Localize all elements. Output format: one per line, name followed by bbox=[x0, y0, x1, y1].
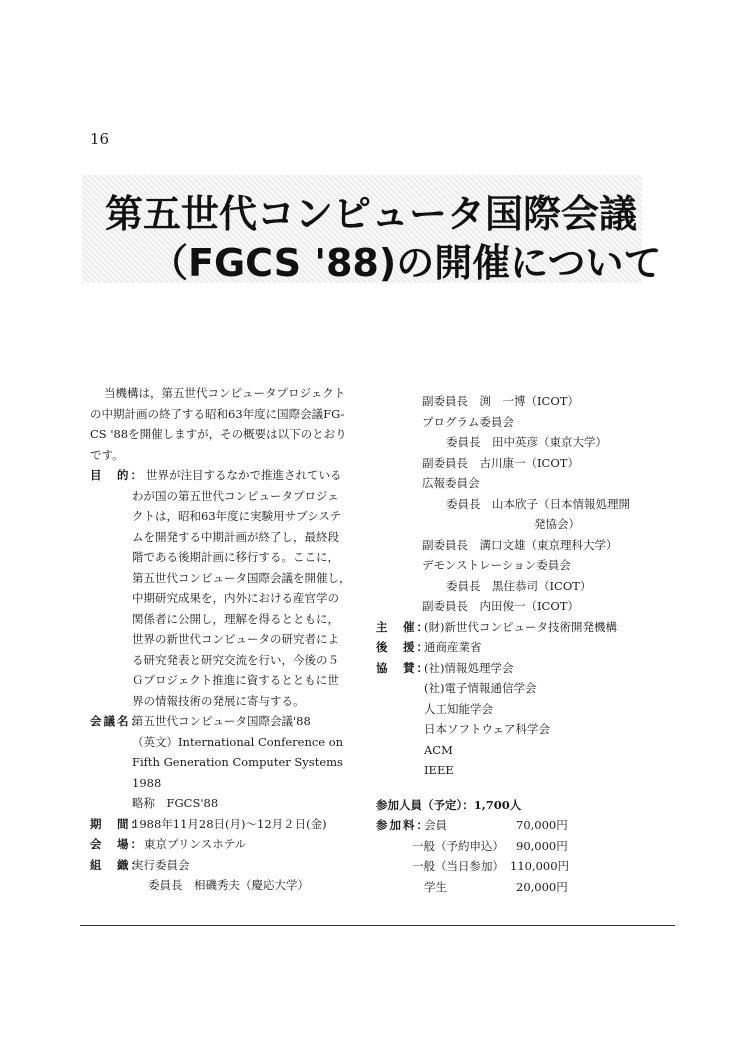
purpose-line: わが国の第五世代コンピュータプロジェ bbox=[132, 488, 339, 503]
purpose-line: 第五世代コンピュータ国際会議を開催し， bbox=[132, 570, 351, 585]
host-label: 主 催： bbox=[376, 619, 430, 634]
cooperation-item: IEEE bbox=[424, 763, 454, 777]
program-chair-line: 委員長 田中英彦（東京大学） bbox=[446, 435, 607, 449]
conference-name-label: 会議名： bbox=[90, 714, 144, 728]
venue-row bbox=[90, 834, 360, 855]
fee-item-label: 一般（予約申込） bbox=[412, 838, 504, 853]
purpose-line: Ｇプロジェクト推進に資するとともに世 bbox=[132, 673, 339, 687]
conference-name-line: （英文）International Conference on bbox=[132, 734, 344, 749]
page-title-line-2: （FGCS '88)の開催について bbox=[150, 241, 662, 285]
vice-chair-line: 副委員長 渕 一博（ICOT） bbox=[422, 394, 579, 408]
purpose-row bbox=[90, 465, 360, 486]
organization-row bbox=[90, 855, 360, 876]
venue-value: 東京プリンスホテル bbox=[144, 837, 247, 851]
attendance-line: 参加人員（予定）：1,700人 bbox=[376, 797, 522, 812]
conference-name-row bbox=[90, 711, 360, 732]
support-label: 後 援： bbox=[376, 640, 430, 654]
fee-item-amount: 20,000円 bbox=[516, 879, 568, 894]
purpose-line: 界の情報技術の発展に寄与する。 bbox=[132, 693, 305, 708]
purpose-label: 目 的： bbox=[90, 468, 144, 482]
purpose-line: 世界が注目するなかで推進されている bbox=[146, 468, 342, 482]
bottom-rule bbox=[80, 925, 675, 926]
conference-name-line: 第五世代コンピュータ国際会議'88 bbox=[132, 714, 311, 728]
purpose-line: 世界の新世代コンピュータの研究者によ bbox=[132, 632, 339, 646]
intro-line: です。 bbox=[90, 447, 124, 462]
organization-value: 実行委員会 bbox=[132, 857, 190, 872]
fee-row bbox=[376, 815, 656, 836]
intro-line: の中期計画の終了する昭和63年度に国際会議FG- bbox=[90, 406, 345, 421]
cooperation-item: (社)電子情報通信学会 bbox=[424, 681, 537, 695]
cooperation-item: (社)情報処理学会 bbox=[424, 660, 514, 675]
left-column bbox=[90, 383, 360, 896]
conference-name-line: Fifth Generation Computer Systems bbox=[132, 755, 343, 769]
cooperation-row bbox=[376, 658, 656, 679]
purpose-line: 階である後期計画に移行する。ここに， bbox=[132, 550, 339, 564]
page-number: 16 bbox=[90, 130, 110, 148]
cooperation-item: ACM bbox=[424, 742, 453, 757]
right-column bbox=[376, 391, 656, 897]
venue-label: 会 場： bbox=[90, 837, 144, 851]
fee-row bbox=[376, 836, 656, 857]
fee-item-label: 学生 bbox=[424, 879, 447, 894]
program-committee-heading: プログラム委員会 bbox=[422, 414, 514, 429]
fee-item-amount: 90,000円 bbox=[516, 838, 568, 853]
pr-vice-line: 副委員長 溝口文雄（東京理科大学） bbox=[422, 537, 618, 552]
support-value: 通商産業省 bbox=[424, 640, 482, 654]
purpose-line: 中期研究成果を，内外における産官学の bbox=[132, 591, 339, 605]
demo-vice-line: 副委員長 内田俊一（ICOT） bbox=[422, 599, 579, 613]
page-title-line-1: 第五世代コンピュータ国際会議 bbox=[105, 192, 638, 236]
fee-item-label: 会員 bbox=[424, 818, 447, 832]
cooperation-item: 人工知能学会 bbox=[424, 701, 493, 716]
chair-line: 委員長 相磯秀夫（慶応大学） bbox=[148, 878, 309, 892]
cooperation-item: 日本ソフトウェア科学会 bbox=[424, 722, 551, 736]
pr-chair-line-cont: 発協会） bbox=[534, 517, 580, 531]
fee-item-amount: 70,000円 bbox=[516, 818, 568, 832]
pr-committee-heading: 広報委員会 bbox=[422, 476, 480, 490]
period-value: 1988年11月28日(月)～12月２日(金) bbox=[132, 816, 327, 831]
period-row bbox=[90, 814, 360, 835]
fee-row bbox=[376, 877, 656, 898]
period-label: 期 間： bbox=[90, 816, 144, 831]
cooperation-label: 協 賛： bbox=[376, 660, 430, 675]
pr-chair-line: 委員長 山本欣子（日本情報処理開 bbox=[446, 496, 630, 511]
purpose-line: ムを開発する中期計画が終了し，最終段 bbox=[132, 529, 339, 544]
program-vice-line: 副委員長 古川康一（ICOT） bbox=[422, 455, 579, 470]
fee-item-amount: 110,000円 bbox=[510, 859, 570, 873]
demo-committee-heading: デモンストレーション委員会 bbox=[422, 558, 571, 572]
conference-name-line: 略称 FGCS'88 bbox=[132, 796, 219, 810]
intro-line: 当機構は，第五世代コンピュータプロジェクト bbox=[104, 386, 346, 400]
support-row bbox=[376, 637, 656, 658]
fee-label: 参加料： bbox=[376, 818, 430, 832]
fee-row bbox=[376, 856, 656, 877]
purpose-line: る研究発表と研究交流を行い，今後の５ bbox=[132, 652, 339, 667]
purpose-line: 関係者に公開し，理解を得るとともに， bbox=[132, 611, 339, 626]
fee-item-label: 一般（当日参加） bbox=[412, 859, 504, 873]
intro-line: CS '88を開催しますが，その概要は以下のとおり bbox=[90, 427, 347, 441]
host-row bbox=[376, 617, 656, 638]
demo-chair-line: 委員長 黒住恭司（ICOT） bbox=[446, 578, 592, 593]
organization-label: 組 織： bbox=[90, 857, 144, 872]
host-value: (財)新世代コンピュータ技術開発機構 bbox=[424, 619, 617, 634]
conference-name-line: 1988 bbox=[132, 775, 162, 790]
purpose-line: クトは，昭和63年度に実験用サブシステ bbox=[132, 509, 342, 523]
